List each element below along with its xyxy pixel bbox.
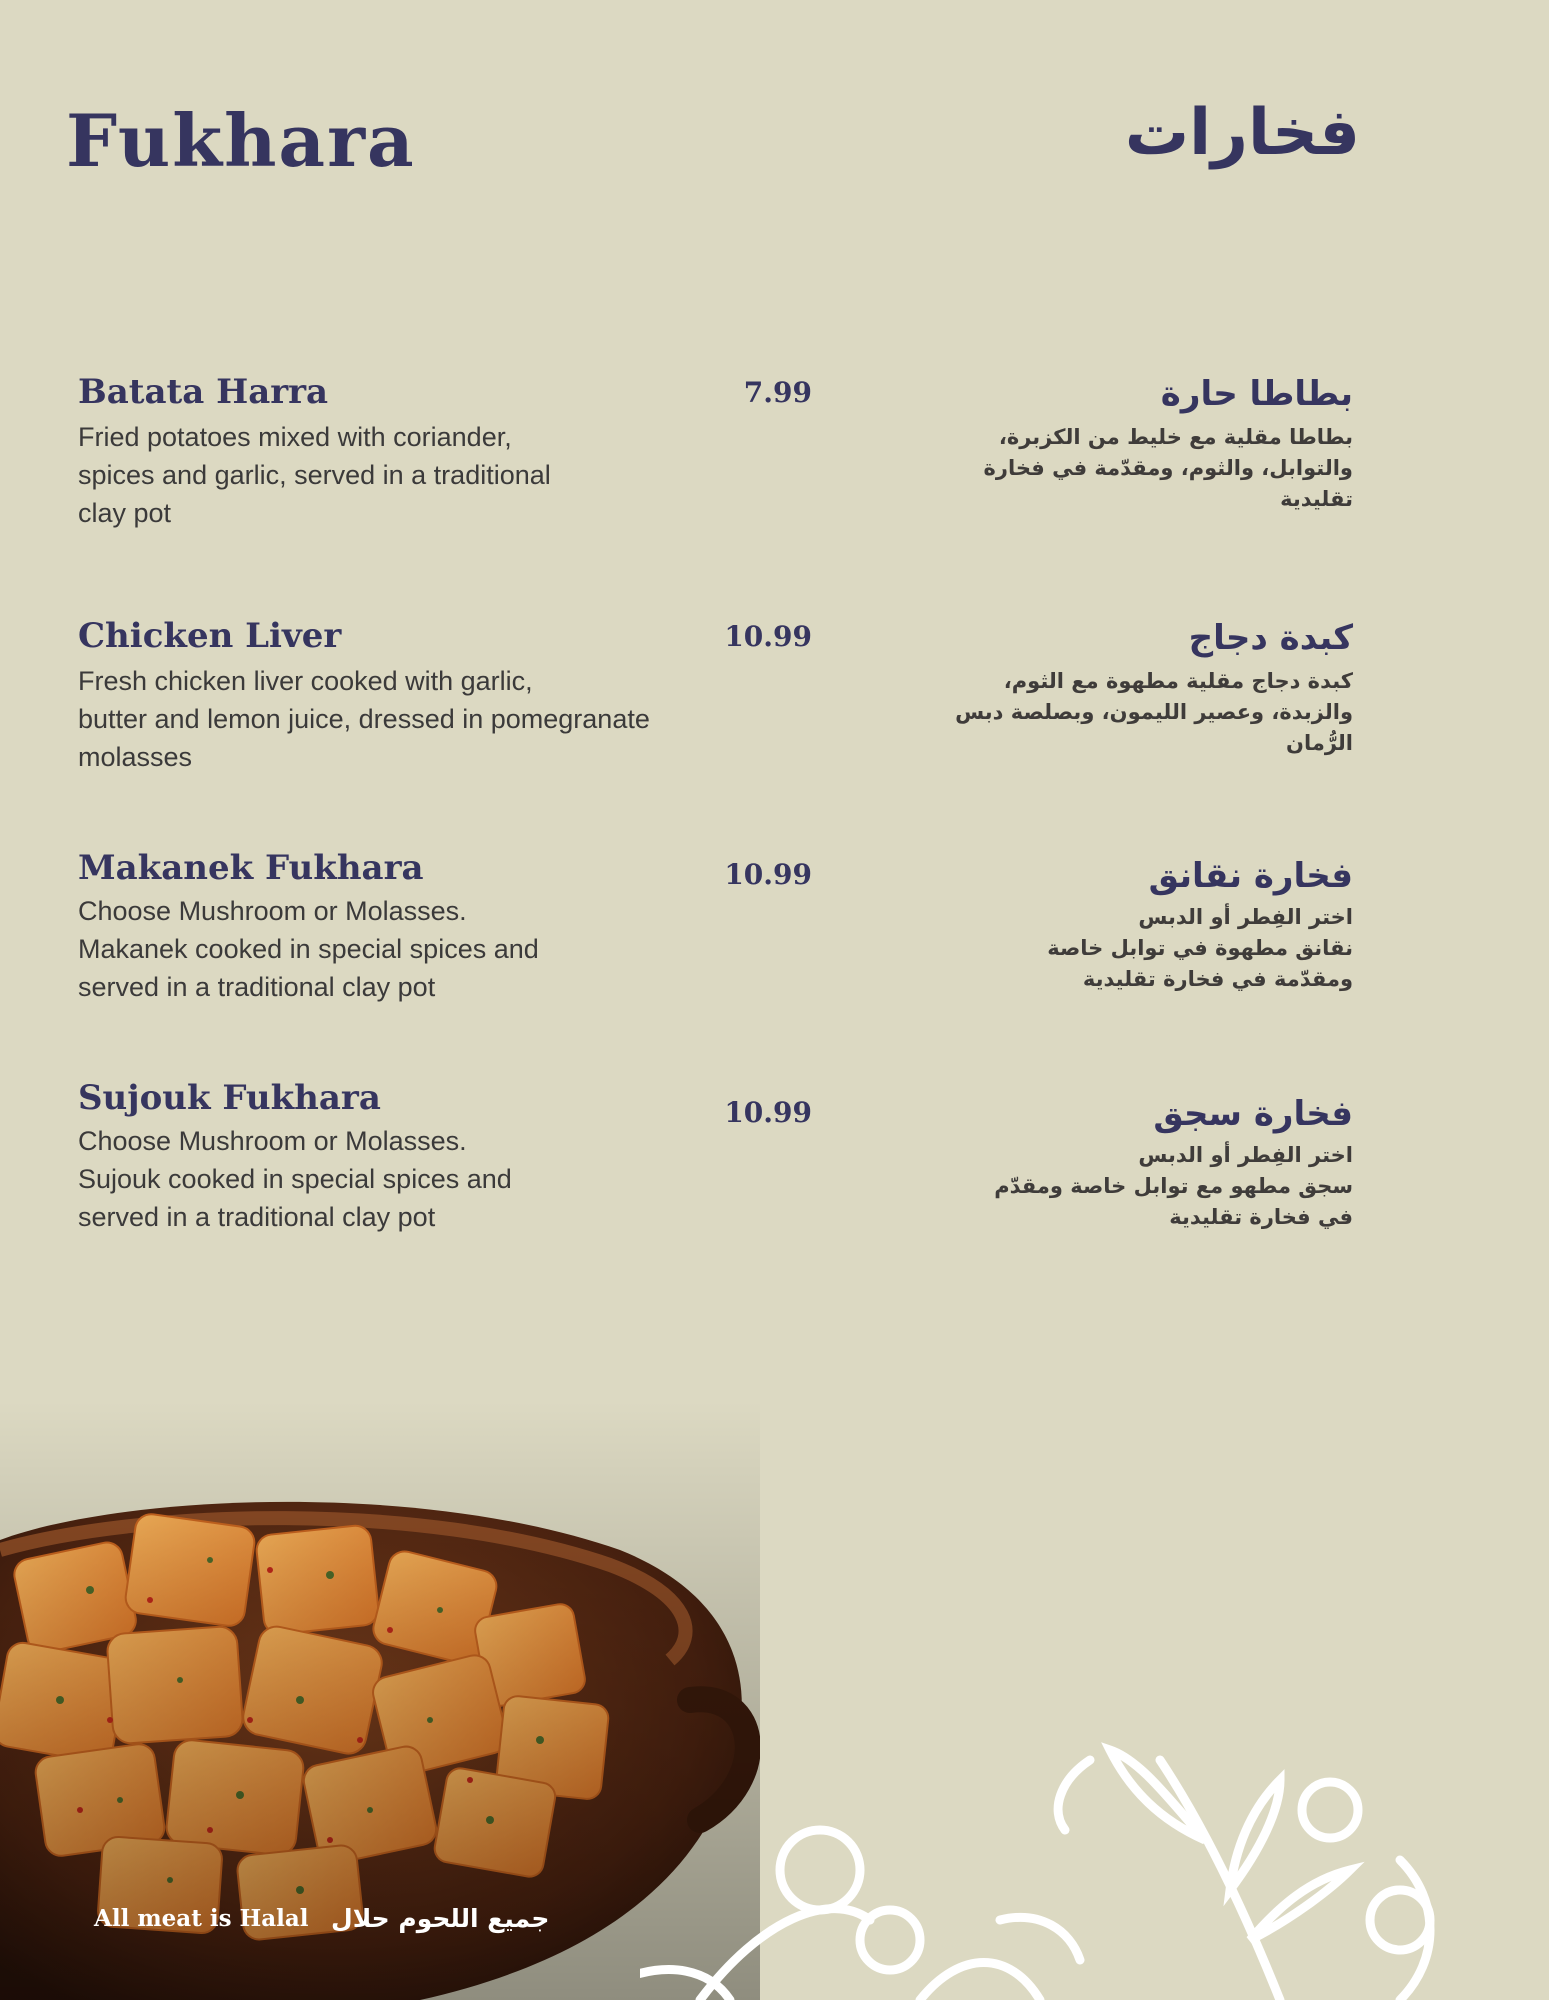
description-line: served in a traditional clay pot (78, 1202, 436, 1232)
item-description-en (78, 1122, 678, 1236)
description-line: الرُّمان (1286, 731, 1353, 755)
item-name-ar: فخارة نقانق (1148, 856, 1353, 896)
description-line: spices and garlic, served in a traditional (78, 460, 551, 490)
menu-item (0, 1078, 1549, 1278)
item-description-ar (933, 1140, 1353, 1233)
item-name-en: Makanek Fukhara (78, 848, 424, 888)
item-name-ar: كبدة دجاج (1188, 618, 1353, 658)
description-line: في فخارة تقليدية (1169, 1205, 1353, 1229)
item-description-en (78, 892, 678, 1006)
description-line: molasses (78, 742, 193, 772)
description-line: تقليدية (1280, 487, 1353, 511)
page-title-ar: فخارات (1124, 96, 1360, 170)
item-description-ar (933, 666, 1353, 759)
description-line: ومقدّمة في فخارة تقليدية (1082, 967, 1353, 991)
description-line: served in a traditional clay pot (78, 972, 436, 1002)
description-line: Makanek cooked in special spices and (78, 934, 539, 964)
description-line: والزبدة، وعصير الليمون، وبصلصة دبس (955, 700, 1353, 724)
item-price: 10.99 (724, 620, 812, 653)
description-line: clay pot (78, 498, 172, 528)
description-line: بطاطا مقلية مع خليط من الكزبرة، (998, 425, 1353, 449)
item-price: 10.99 (724, 858, 812, 891)
description-line: نقانق مطهوة في توابل خاصة (1047, 936, 1353, 960)
description-line: Fried potatoes mixed with coriander, (78, 422, 512, 452)
menu-item (0, 848, 1549, 1048)
menu-item (0, 616, 1549, 816)
item-name-ar: بطاطا حارة (1160, 374, 1353, 414)
description-line: Choose Mushroom or Molasses. (78, 896, 467, 926)
description-line: والتوابل، والثوم، ومقدّمة في فخارة (983, 456, 1353, 480)
item-price: 10.99 (724, 1096, 812, 1129)
item-description-en (78, 662, 678, 776)
description-line: Choose Mushroom or Molasses. (78, 1126, 467, 1156)
item-price: 7.99 (743, 376, 812, 409)
item-description-ar (933, 902, 1353, 995)
halal-note-ar: جميع اللحوم حلال (331, 1904, 550, 1933)
description-line: كبدة دجاج مقلية مطهوة مع الثوم، (1003, 669, 1353, 693)
description-line: اختر الفِطر أو الدبس (1138, 905, 1353, 929)
item-description-ar (933, 422, 1353, 515)
description-line: اختر الفِطر أو الدبس (1138, 1143, 1353, 1167)
leaf-outline-icon (640, 1720, 1549, 2000)
item-name-en: Chicken Liver (78, 616, 342, 656)
item-name-ar: فخارة سجق (1153, 1094, 1353, 1134)
halal-note-en: All meat is Halal (94, 1905, 309, 1932)
description-line: Fresh chicken liver cooked with garlic, (78, 666, 533, 696)
description-line: سجق مطهو مع توابل خاصة ومقدّم (994, 1174, 1353, 1198)
description-line: butter and lemon juice, dressed in pomegranate (78, 704, 650, 734)
menu-item (0, 372, 1549, 572)
item-description-en (78, 418, 678, 532)
page-title-en: Fukhara (66, 98, 416, 183)
description-line: Sujouk cooked in special spices and (78, 1164, 512, 1194)
item-name-en: Sujouk Fukhara (78, 1078, 381, 1118)
halal-note (94, 1904, 549, 1944)
item-name-en: Batata Harra (78, 372, 329, 412)
